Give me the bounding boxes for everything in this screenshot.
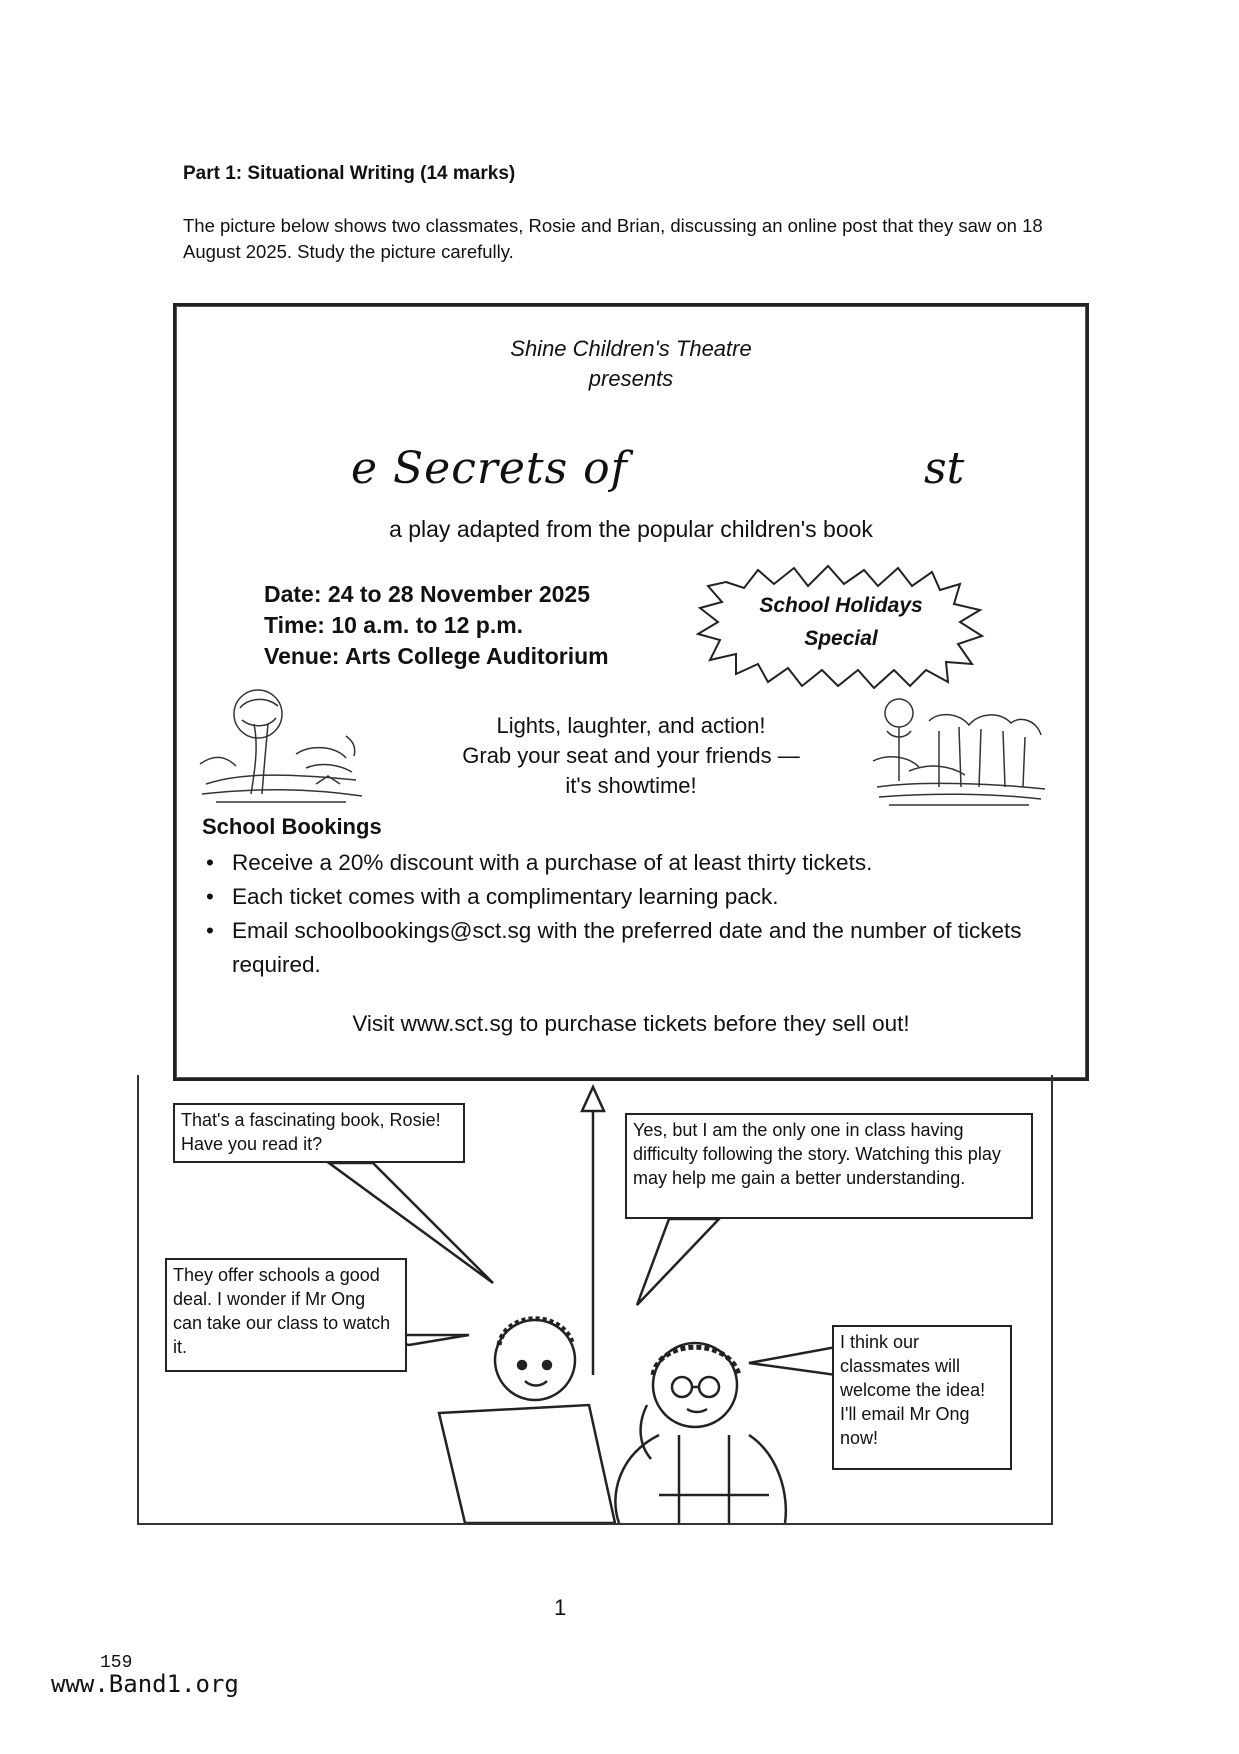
stray-number: 159 xyxy=(100,1653,133,1673)
watermark: www.Band1.org xyxy=(51,1670,239,1698)
list-item: • Each ticket comes with a complimentary learning pack. xyxy=(202,880,1062,914)
special-line-2: Special xyxy=(804,627,878,650)
speech-bubble-brian-2: They offer schools a good deal. I wonder if Mr Ong can take our class to watch it. xyxy=(165,1258,407,1372)
list-item: • Email schoolbookings@sct.sg with the preferred date and the number of tickets required. xyxy=(202,914,1062,982)
event-time: Time: 10 a.m. to 12 p.m. xyxy=(264,612,524,638)
special-label xyxy=(696,589,986,655)
event-details xyxy=(264,579,609,672)
list-item: • Receive a 20% discount with a purchase of at least thirty tickets. xyxy=(202,846,1062,880)
play-title: e Secrets of xyxy=(351,443,628,494)
event-venue: Venue: Arts College Auditorium xyxy=(264,643,609,669)
play-subtitle: a play adapted from the popular children's book xyxy=(389,516,873,542)
poster xyxy=(173,303,1089,1081)
presenter-name: Shine Children's Theatre xyxy=(510,336,752,361)
section-heading: Part 1: Situational Writing (14 marks) xyxy=(183,163,516,184)
speech-bubble-rosie-2: I think our classmates will welcome the idea! I'll email Mr Ong now! xyxy=(832,1325,1012,1470)
tagline-line-1: Lights, laughter, and action! xyxy=(496,713,766,738)
presents-label: presents xyxy=(588,366,674,391)
play-title-end: st xyxy=(924,443,965,494)
special-line-1: School Holidays xyxy=(759,594,923,617)
speech-bubble-rosie-1: Yes, but I am the only one in class having difficulty following the story. Watching this play may help me gain a better understanding. xyxy=(625,1113,1033,1219)
tagline-line-2: Grab your seat and your friends — xyxy=(462,743,800,768)
visit-line: Visit www.sct.sg to purchase tickets before they sell out! xyxy=(352,1011,910,1036)
page-number: 1 xyxy=(554,1595,567,1620)
bookings-heading: School Bookings xyxy=(202,814,382,839)
forest-sketch-right xyxy=(869,691,1049,809)
event-date: Date: 24 to 28 November 2025 xyxy=(264,581,590,607)
speech-bubble-brian-1: That's a fascinating book, Rosie! Have you read it? xyxy=(173,1103,465,1163)
tagline-line-3: it's showtime! xyxy=(565,773,697,798)
presenter xyxy=(176,334,1086,394)
bookings-list xyxy=(202,846,1062,982)
intro-text: The picture below shows two classmates, Rosie and Brian, discussing an online post that they saw on 18 August 2025. Study the picture carefully. xyxy=(183,215,1043,262)
